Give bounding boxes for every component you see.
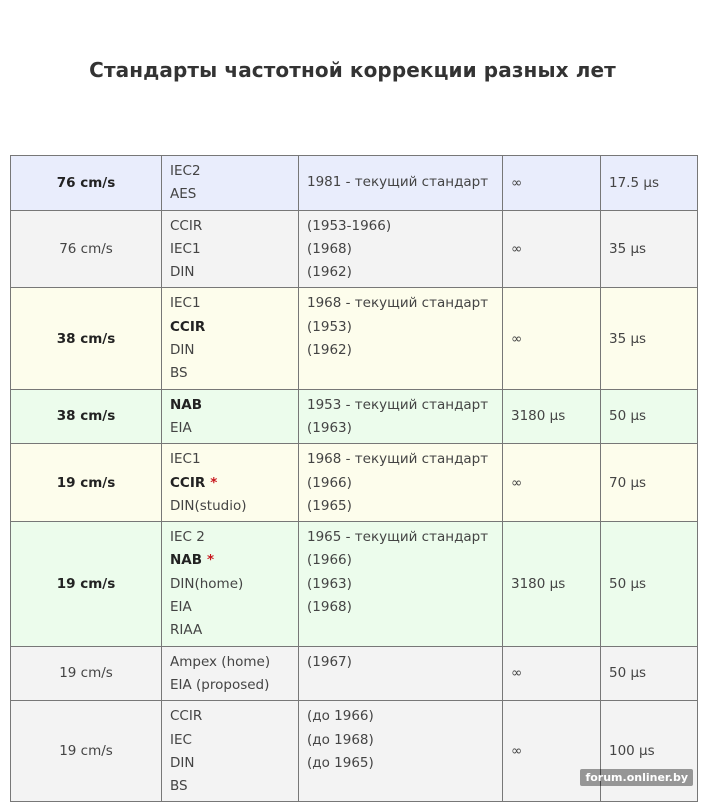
watermark: forum.onliner.by: [580, 769, 693, 786]
standard-name: EIA: [170, 419, 192, 436]
time-constant-2: 50 μs: [601, 646, 698, 701]
years-cell: [299, 444, 503, 522]
year-text: (1962): [307, 342, 352, 359]
year-text: (1968): [307, 599, 352, 616]
year-text: (до 1968): [307, 731, 374, 748]
speed-cell: 19 cm/s: [11, 646, 162, 701]
standards-table: [10, 155, 698, 802]
table-row: [11, 646, 698, 701]
standards-cell: [162, 210, 299, 288]
standard-name: IEC 2: [170, 529, 205, 546]
standard-name: DIN(home): [170, 575, 244, 592]
standard-name-with-note: [170, 472, 290, 495]
page-title: Стандарты частотной коррекции разных лет: [89, 58, 616, 82]
standards-cell: [162, 444, 299, 522]
year-text: (до 1965): [307, 754, 374, 771]
year-text: (1953-1966): [307, 217, 392, 234]
year-text: 1953 - текущий стандарт: [307, 396, 489, 413]
year-text: (1967): [307, 653, 352, 670]
standard-name: NAB: [170, 552, 203, 569]
year-text: (1963): [307, 419, 352, 436]
years-cell: [299, 646, 503, 701]
standards-cell: [162, 522, 299, 646]
standard-name: NAB: [170, 396, 203, 413]
time-constant-1: ∞: [503, 701, 601, 802]
standards-cell: [162, 156, 299, 211]
table-row: [11, 389, 698, 444]
standard-name: BS: [170, 365, 188, 382]
time-constant-2: 35 μs: [601, 210, 698, 288]
table-row: [11, 701, 698, 802]
year-text: (1953): [307, 318, 352, 335]
standard-name: IEC2: [170, 163, 201, 179]
standard-name: IEC1: [170, 240, 201, 257]
standard-name: CCIR: [170, 708, 203, 725]
standard-name: EIA (proposed): [170, 676, 270, 693]
speed-cell: 38 cm/s: [11, 288, 162, 389]
time-constant-1: ∞: [503, 646, 601, 701]
year-text: 1968 - текущий стандарт: [307, 295, 489, 312]
standard-name: IEC1: [170, 295, 201, 312]
standards-cell: [162, 288, 299, 389]
years-cell: [299, 522, 503, 646]
years-cell: [299, 701, 503, 802]
time-constant-1: ∞: [503, 288, 601, 389]
time-constant-1: ∞: [503, 444, 601, 522]
table-row: [11, 522, 698, 646]
standard-name: AES: [170, 186, 197, 203]
time-constant-1: 3180 μs: [503, 522, 601, 646]
speed-cell: 19 cm/s: [11, 444, 162, 522]
speed-cell: 19 cm/s: [11, 522, 162, 646]
speed-cell: 76 cm/s: [11, 156, 162, 211]
standard-name: EIA: [170, 599, 192, 616]
speed-cell: 76 cm/s: [11, 210, 162, 288]
standard-name: DIN: [170, 754, 195, 771]
time-constant-1: ∞: [503, 156, 601, 211]
year-text: (1965): [307, 497, 352, 514]
speed-cell: 19 cm/s: [11, 701, 162, 802]
standard-name: Ampex (home): [170, 653, 271, 670]
standard-name: DIN(studio): [170, 497, 247, 514]
year-text: 1968 - текущий стандарт: [307, 451, 489, 468]
standard-name: DIN: [170, 264, 195, 281]
year-text: (1968): [307, 240, 352, 257]
standard-name: RIAA: [170, 622, 203, 639]
time-constant-2: 50 μs: [601, 389, 698, 444]
asterisk-note: *: [210, 474, 218, 491]
time-constant-2: 35 μs: [601, 288, 698, 389]
standard-name: BS: [170, 778, 188, 795]
standard-name: IEC: [170, 731, 192, 748]
standard-name: CCIR: [170, 474, 206, 491]
year-text: (1966): [307, 552, 352, 569]
standards-cell: [162, 389, 299, 444]
standard-name: DIN: [170, 342, 195, 359]
year-text: 1965 - текущий стандарт: [307, 529, 489, 546]
year-text: (1963): [307, 575, 352, 592]
speed-cell: 38 cm/s: [11, 389, 162, 444]
years-cell: [299, 389, 503, 444]
standards-cell: [162, 701, 299, 802]
time-constant-1: ∞: [503, 210, 601, 288]
time-constant-2: 100 μs: [601, 701, 698, 802]
years-cell: [299, 288, 503, 389]
table-row: [11, 444, 698, 522]
table-row: [11, 210, 698, 288]
standard-name: CCIR: [170, 217, 203, 234]
table-row: [11, 288, 698, 389]
time-constant-2: 17.5 μs: [601, 156, 698, 211]
table-row: [11, 156, 698, 211]
time-constant-2: 70 μs: [601, 444, 698, 522]
years-cell: [299, 156, 503, 211]
year-text: 1981 - текущий стандарт: [307, 174, 489, 191]
standard-name-with-note: [170, 549, 290, 572]
standard-name: IEC1: [170, 451, 201, 468]
year-text: (до 1966): [307, 708, 374, 725]
years-cell: [299, 210, 503, 288]
standards-cell: [162, 646, 299, 701]
standard-name: CCIR: [170, 318, 206, 335]
year-text: (1962): [307, 264, 352, 281]
time-constant-1: 3180 μs: [503, 389, 601, 444]
year-text: (1966): [307, 474, 352, 491]
asterisk-note: *: [207, 552, 215, 569]
time-constant-2: 50 μs: [601, 522, 698, 646]
